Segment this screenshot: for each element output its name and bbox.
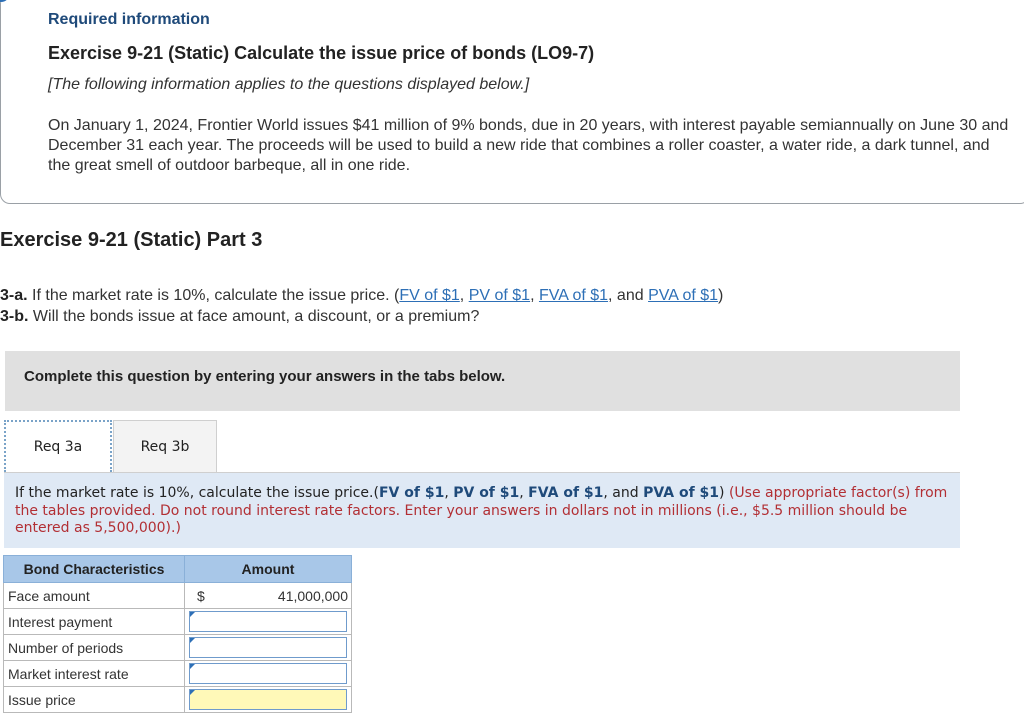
face-amount-cell — [185, 583, 352, 609]
table-row — [4, 635, 352, 661]
input-flag-icon — [190, 638, 195, 643]
table-row — [4, 687, 352, 713]
header-amount: Amount — [185, 556, 352, 583]
link-pv[interactable]: PV of $1 — [468, 287, 531, 304]
tab-req-3b-label: Req 3b — [140, 438, 190, 455]
input-flag-icon — [190, 664, 195, 669]
required-info-label: Required information — [48, 11, 210, 28]
row-label-number-of-periods: Number of periods — [4, 635, 185, 661]
instruction-panel — [4, 473, 960, 548]
info-note: [The following information applies to the questions displayed below.] — [48, 76, 530, 93]
table-row — [4, 609, 352, 635]
input-flag-icon — [190, 612, 195, 617]
face-amount-value: 41,000,000 — [277, 588, 348, 604]
instr-link-pva[interactable]: PVA of $1 — [643, 485, 720, 501]
instruction-text: If the market rate is 10%, calculate the issue price.(FV of $1, PV of $1, FVA of $1, and PVA of $1) (Use appropriate factor(s) from the tables provided. Do not round interest rate factors. Enter your answers in dollars not in millions (i.e., $5.5 million should be entered as 5,500,000).) — [15, 485, 948, 536]
row-label-issue-price: Issue price — [4, 687, 185, 713]
link-pva[interactable]: PVA of $1 — [648, 287, 719, 304]
interest-payment-input[interactable] — [189, 611, 347, 632]
scenario-text: On January 1, 2024, Frontier World issues $41 million of 9% bonds, due in 20 years, with interest payable semiannually on June 30 and December 31 each year. The proceeds will be used to build a new ride that combines a roller coaster, a water ride, a dark tunnel, and the great smell of outdoor barbeque, all in one ride. — [48, 117, 1009, 174]
complete-bar — [5, 351, 960, 411]
complete-bar-text: Complete this question by entering your answers in the tabs below. — [24, 368, 506, 385]
table-row — [4, 661, 352, 687]
link-fv[interactable]: FV of $1 — [399, 287, 460, 304]
instr-link-pv[interactable]: PV of $1 — [453, 485, 520, 501]
part-title: Exercise 9-21 (Static) Part 3 — [0, 229, 263, 251]
question-3a-text: If the market rate is 10%, calculate the issue price. — [32, 287, 390, 304]
instr-link-fva[interactable]: FVA of $1 — [528, 485, 604, 501]
tab-req-3a-label: Req 3a — [33, 439, 83, 455]
currency-symbol: $ — [197, 588, 205, 604]
row-label-market-interest-rate: Market interest rate — [4, 661, 185, 687]
number-of-periods-input[interactable] — [189, 637, 347, 658]
instruction-prefix: If the market rate is 10%, calculate the issue price. — [15, 485, 374, 501]
info-circle-icon — [0, 0, 10, 2]
question-3a: 3-a. If the market rate is 10%, calculate the issue price. (FV of $1, PV of $1, FVA of $1, and PVA of $1) — [0, 287, 724, 304]
question-3b-text: Will the bonds issue at face amount, a discount, or a premium? — [32, 308, 480, 325]
tab-req-3b[interactable] — [113, 420, 217, 472]
market-interest-rate-input[interactable] — [189, 663, 347, 684]
question-3b — [0, 308, 479, 326]
header-bond-characteristics: Bond Characteristics — [4, 556, 185, 583]
link-fva[interactable]: FVA of $1 — [538, 287, 609, 304]
input-flag-icon — [190, 690, 195, 695]
tab-req-3a[interactable] — [4, 420, 112, 472]
table-row — [4, 583, 352, 609]
question-3a-label: 3-a. — [0, 287, 28, 304]
row-label-face-amount: Face amount — [4, 583, 185, 609]
row-label-interest-payment: Interest payment — [4, 609, 185, 635]
instruction-red-note: (Use appropriate factor(s) from the tables provided. Do not round interest rate factors. Enter your answers in dollars not in millions (i.e., $5.5 million should be entered as 5,500,000).) — [15, 485, 948, 536]
issue-price-input[interactable] — [189, 689, 347, 710]
exercise-title: Exercise 9-21 (Static) Calculate the issue price of bonds (LO9-7) — [48, 43, 595, 63]
question-3b-label: 3-b. — [0, 308, 29, 325]
bond-table — [3, 555, 352, 713]
instr-link-fv[interactable]: FV of $1 — [378, 485, 445, 501]
